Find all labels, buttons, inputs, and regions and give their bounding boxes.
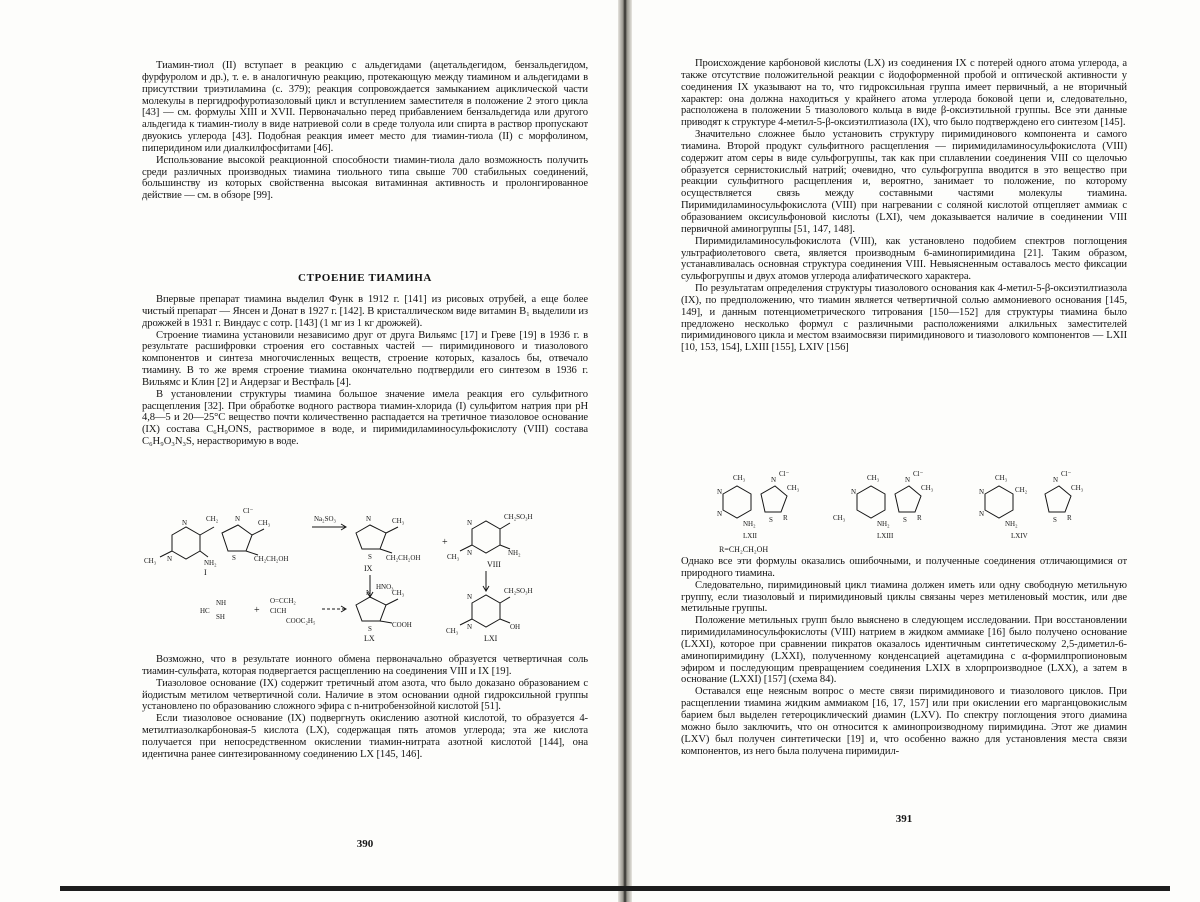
svg-text:NH₂: NH₂ [877, 520, 890, 528]
paragraph: Если тиазоловое основание (IX) подвергнуть окислению азотной кислотой, то образуется 4-метилтиазолкарбоновая-5 кислота (LX), содержащая пять атомов углерода; эта же кислота получается при непосредственном окислении тиамин-нитрата азотной кислотой [144], она идентична ранее синтезированному соединению LX [145, 146]. [142, 713, 588, 760]
paragraph: Возможно, что в результате ионного обмена первоначально образуется четвертичная соль тиамин-сульфата, которая подвергается расщеплению на соединения VIII и IX [19]. [142, 654, 588, 677]
svg-text:N: N [467, 593, 473, 601]
book-gutter [618, 0, 632, 902]
svg-text:NH₂: NH₂ [204, 559, 217, 567]
svg-text:S: S [769, 516, 773, 524]
svg-text:N: N [467, 623, 473, 631]
svg-text:N: N [467, 519, 473, 527]
lxiii-thiazolium-ring [895, 486, 921, 512]
svg-text:CH₃: CH₃ [446, 627, 459, 635]
pyrimidine-ring [172, 527, 200, 559]
svg-text:CH₂: CH₂ [206, 515, 219, 523]
thiazole-ring [356, 525, 386, 549]
svg-text:S: S [232, 554, 236, 562]
svg-text:N: N [235, 515, 241, 523]
svg-text:CH₃: CH₃ [867, 474, 880, 482]
svg-text:CH₃: CH₃ [833, 514, 846, 522]
lxii-thiazolium-ring [761, 486, 787, 512]
svg-text:CH₂SO₃H: CH₂SO₃H [504, 587, 533, 595]
svg-text:LXII: LXII [743, 532, 757, 540]
svg-text:N: N [366, 515, 372, 523]
paragraph: Пиримидиламиносульфокислота (VIII), как установлено подобием спектров поглощения ультрафиолетового света, является производным 6-аминопиримидина [21]. Таким образом, устанавливалась основная структура соединения VIII. Невыясненным оставалось место фиксации сульфогруппы и двух атомов углерода алифатического характера. [681, 235, 1127, 283]
svg-text:CH₃: CH₃ [787, 484, 800, 492]
svg-text:R=CH₂CH₂OH: R=CH₂CH₂OH [719, 545, 769, 554]
svg-text:N: N [717, 510, 723, 518]
svg-text:CH₂CH₂OH: CH₂CH₂OH [386, 554, 421, 562]
right-text-block-1 [681, 58, 1127, 354]
svg-text:CH₂CH₂OH: CH₂CH₂OH [254, 555, 289, 563]
paragraph: Однако все эти формулы оказались ошибочными, и полученные соединения отличающимися от природного тиамина. [681, 556, 1127, 579]
svg-text:ClCH: ClCH [270, 607, 287, 615]
svg-text:LXIII: LXIII [877, 532, 894, 540]
right-text-block-2 [681, 556, 1127, 757]
pyrimidine-sulfonic-ring [472, 521, 500, 553]
left-text-block-1 [142, 60, 588, 202]
page-number: 390 [356, 838, 374, 850]
svg-text:CH₂SO₃H: CH₂SO₃H [504, 513, 533, 521]
paragraph: Впервые препарат тиамина выделил Функ в 1912 г. [141] из рисовых отрубей, а еще более чистый препарат — Янсен и Донат в 1927 г. [142]. В кристаллическом виде витамин B₁ выделили из дрожжей в 1931 г. Виндаус с сотр. [143] (1 мг из 1 кг дрожжей). [142, 294, 588, 329]
svg-text:I: I [204, 568, 207, 577]
paragraph: По результатам определения структуры тиазолового основания как 4-метил-5-β-оксиэтилтиазола (IX), по предположению, что тиамин является четвертичной солью аммониевого основания [145, 149], и данным потенциометрического титрования [150—152] для структуры тиамина было предложено несколько формул с различными расположениями алкильных заместителей пиримидинового цикла и местом взаимосвязи пиримидинового и тиазолового компонентов — LXII [10, 153, 154], LXIII [155], LXIV [156] [681, 283, 1127, 354]
svg-text:N: N [979, 510, 985, 518]
svg-text:N: N [717, 488, 723, 496]
pyrimidine-hydroxy-ring [472, 595, 500, 627]
svg-text:CH₃: CH₃ [392, 517, 405, 525]
thiazole-acid-ring [356, 597, 386, 621]
left-page [142, 0, 588, 880]
svg-text:CH₃: CH₃ [921, 484, 934, 492]
paragraph: Положение метильных групп было выяснено в следующем исследовании. При восстановлении пиримидиламиносульфокислоты (VIII) натрием в жидком аммиаке [16] было получено основание (LXXI), которое при сравнении пикратов оказалось идентичным синтетическому 2,5-диметил-6-аминопиримидину (LXXI), полученному конденсацией ацетамидина с α-формилпропионовым эфиром и последующим превращением соединения LXIX в хлорпроизводное (LXX), а затем в основание (LXXI) [157] (схема 84). [681, 615, 1127, 686]
svg-text:Cl⁻: Cl⁻ [1061, 470, 1072, 478]
paragraph: Следовательно, пиримидиновый цикл тиамина должен иметь или одну свободную метильную группу, если тиазоловый и пиримидиновый циклы связаны через метиленовый мостик, или две метильные группы. [681, 579, 1127, 615]
left-text-block-2 [142, 294, 588, 448]
svg-text:N: N [467, 549, 473, 557]
left-text-block-3 [142, 654, 588, 761]
svg-text:N: N [182, 519, 188, 527]
svg-text:NH₂: NH₂ [1005, 520, 1018, 528]
svg-text:HC: HC [200, 607, 210, 615]
svg-text:S: S [368, 625, 372, 633]
lxiv-thiazolium-ring [1045, 486, 1071, 512]
svg-text:COOH: COOH [392, 621, 412, 629]
paragraph: Значительно сложнее было установить структуру пиримидинового компонента и самого тиамина. Второй продукт сульфитного расщепления — пиримидиламиносульфокислота (VIII) содержит атом серы в виде сульфогруппы, так как при сплавлении соединения VIII со щелочью образуется сернистокислый натрий; очевидно, что сульфогруппа вводится в это вещество при реакции сульфитного расщепления и, вероятно, занимает то положение, по которому осуществляется связь между составными частями молекулы тиамина. Пиримидиламиносульфокислота (VIII) при нагревании с соляной кислотой отщепляет аммиак с образованием оксисульфоновой кислоты (LXI), чем доказывается наличие в соединении VIII первичной аминогруппы [51, 147, 148]. [681, 129, 1127, 235]
svg-text:+: + [254, 605, 260, 616]
svg-text:N: N [366, 589, 372, 597]
svg-text:LX: LX [364, 634, 375, 643]
sulfite-cleavage-scheme [142, 505, 588, 645]
svg-text:R: R [917, 514, 922, 522]
paragraph: Строение тиамина установили независимо друг от друга Вильямс [17] и Греве [19] в 1936 г. в результате расшифровки строения его составных частей — пиримидинового и тиазолового компонентов и синтеза многочисленных веществ, строение которых, казалось бы, отвечало тиамину. В то же время строение тиамина окончательно подтвердили его синтезом в 1936 г. Вильямс и Клин [2] и Андерзаг и Вестфаль [4]. [142, 329, 588, 388]
svg-text:NH₂: NH₂ [508, 549, 521, 557]
svg-text:COOC₂H₅: COOC₂H₅ [286, 617, 316, 625]
svg-text:SH: SH [216, 613, 225, 621]
thiazolium-ring [222, 525, 252, 551]
svg-text:OH: OH [510, 623, 521, 631]
page-number: 391 [895, 813, 913, 825]
paragraph: Тиазоловое основание (IX) содержит третичный атом азота, что было доказано образованием с йодистым метилом четвертичной соли. Наличие в этом основании одной гидроксильной группы установлено по образованию сложного эфира с n-нитробензойной кислотой [51]. [142, 677, 588, 713]
paragraph: Оставался еще неясным вопрос о месте связи пиримидинового и тиазолового циклов. При расщеплении тиамина жидким аммиаком [16, 17, 157] или при окислении его марганцовокислым барием был выделен гетероциклический диамин (LXV). По спектру поглощения этого диамина можно было заключить, что он относится к аминопроизводному пиримидина. Этот же диамин (LXV) был получен синтетически [19] и, что особенно важно для установления места связи компонентов, из него была получена пиримидил- [681, 686, 1127, 757]
svg-text:CH₃: CH₃ [144, 557, 157, 565]
lxii-pyrimidine-ring [723, 486, 751, 518]
svg-text:VIII: VIII [487, 560, 501, 569]
svg-text:CH₃: CH₃ [733, 474, 746, 482]
paragraph: Использование высокой реакционной способности тиамин-тиола дало возможность получить среди различных производных тиамина тиольного типа свыше 700 стабильных соединений, большинству из которых свойственна высокая витаминная активность и пролонгированное действие — см. в обзоре [99]. [142, 154, 588, 202]
section-heading: СТРОЕНИЕ ТИАМИНА [298, 272, 432, 284]
svg-text:N: N [167, 555, 173, 563]
svg-text:LXIV: LXIV [1011, 532, 1028, 540]
right-page [681, 0, 1127, 880]
svg-text:Cl⁻: Cl⁻ [779, 470, 790, 478]
svg-text:CH₂: CH₂ [1015, 486, 1028, 494]
svg-text:N: N [771, 476, 777, 484]
svg-text:Cl⁻: Cl⁻ [913, 470, 924, 478]
paragraph: Тиамин-тиол (II) вступает в реакцию с альдегидами (ацетальдегидом, бензальдегидом, фурфуролом и др.), т. е. в аналогичную реакцию, протекающую между тиамином и альдегидами в присутствии триэтиламина (с. 379); реакция сопровождается замыканием ациклической части молекулы в пергидрофуротиазоловый цикл и вступлением заместителя в положение 2 этого цикла [43] — см. формулы XIII и XVII. Первоначально перед прибавлением бензальдегида или другого альдегида к тиамин-тиолу в виде натриевой соли в среде толуола или спирта в раствор пропускают двуокись углерода [43]. Подобная реакция имеет место для тиамин-тиола (II) с морфолином, пиперидином или диалкилфосфитами [46]. [142, 60, 588, 154]
svg-text:R: R [783, 514, 788, 522]
svg-text:N: N [1053, 476, 1059, 484]
svg-text:NH₂: NH₂ [743, 520, 756, 528]
svg-text:+: + [442, 537, 448, 548]
lxiv-pyrimidine-ring [985, 486, 1013, 518]
svg-text:N: N [979, 488, 985, 496]
candidate-structures [681, 470, 1127, 562]
svg-text:CH₃: CH₃ [447, 553, 460, 561]
svg-text:CH₃: CH₃ [258, 519, 271, 527]
paragraph: Происхождение карбоновой кислоты (LX) из соединения IX с потерей одного атома углерода, а также отсутствие положительной реакции с йодоформенной пробой и оптической активности у соединения IX указывают на то, что гидроксильная группа имеет первичный, а не вторичный характер: она должна находиться у крайнего атома углерода боковой цепи и, следовательно, расположена в положении 5 тиазолового кольца в виде β-оксиэтильной группы. Все эти данные приводят к структуре 4-метил-5-β-оксиэтилтиазола (IX), что было подтверждено его синтезом [145]. [681, 58, 1127, 129]
lxiii-pyrimidine-ring [857, 486, 885, 518]
svg-text:HNO₃: HNO₃ [376, 583, 394, 591]
svg-text:CH₃: CH₃ [1071, 484, 1084, 492]
svg-text:O=CCH₂: O=CCH₂ [270, 597, 296, 605]
page-bottom-edge [60, 886, 1170, 891]
svg-text:CH₃: CH₃ [995, 474, 1008, 482]
svg-text:N: N [851, 488, 857, 496]
svg-text:R: R [1067, 514, 1072, 522]
svg-text:IX: IX [364, 564, 373, 573]
svg-text:CH₃: CH₃ [392, 589, 405, 597]
svg-text:NH: NH [216, 599, 227, 607]
svg-text:S: S [1053, 516, 1057, 524]
svg-text:S: S [368, 553, 372, 561]
svg-text:Na₂SO₃: Na₂SO₃ [314, 515, 336, 523]
svg-text:LXI: LXI [484, 634, 498, 643]
svg-text:Cl⁻: Cl⁻ [243, 507, 254, 515]
svg-text:S: S [903, 516, 907, 524]
paragraph: В установлении структуры тиамина большое значение имела реакция его сульфитного расщепления [32]. При обработке водного раствора тиамин-хлорида (I) сульфитом натрия при pH 4,8—5 и 20—25°C вещество почти количественно распадается на третичное тиазоловое основание (IX) состава C₆H₉ONS, растворимое в воде, и пиримидиламиносульфокислоту (VIII) состава C₆H₉O₃N₃S, нерастворимую в воде. [142, 388, 588, 448]
svg-text:N: N [905, 476, 911, 484]
